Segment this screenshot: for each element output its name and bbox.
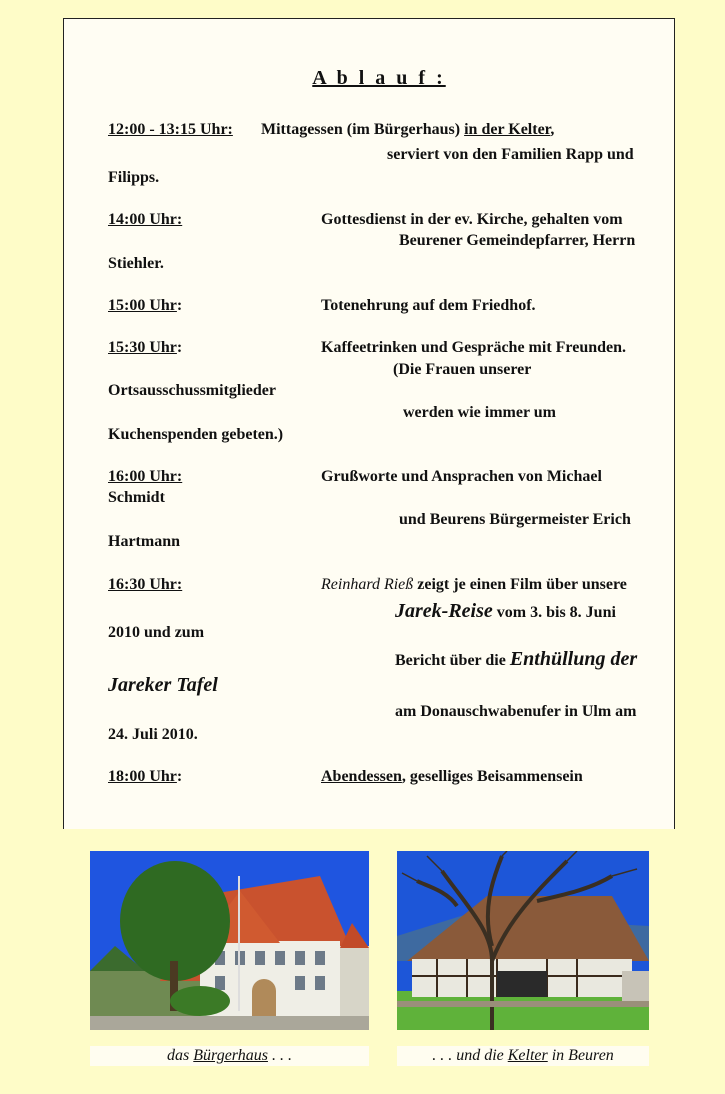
- entry-4-text: Kaffeetrinken und Gespräche mit Freunden.: [321, 339, 627, 356]
- entry-6-line3: 2010 und zum: [108, 624, 205, 641]
- entry-4-line2: (Die Frauen unserer: [393, 361, 532, 378]
- kelter-photo: [397, 851, 649, 1030]
- entry-2-text: Gottesdienst in der ev. Kirche, gehalten vom: [321, 211, 623, 228]
- entry-6-line4: Bericht über die Enthüllung der: [395, 648, 638, 670]
- buergerhaus-link[interactable]: Bürgerhaus: [193, 1047, 268, 1064]
- entry-5-line2: Schmidt: [108, 489, 165, 506]
- time-1800: 18:00 Uhr:: [108, 768, 183, 785]
- entry-6-text: Reinhard Rieß zeigt je einen Film über unsere: [321, 576, 627, 593]
- entry-6-line5: Jareker Tafel: [108, 674, 218, 696]
- kelter-link[interactable]: in der Kelter: [464, 121, 551, 138]
- time-1630: 16:30 Uhr:: [108, 576, 183, 593]
- entry-5-line3: und Beurens Bürgermeister Erich: [399, 511, 631, 528]
- entry-6-line2: Jarek-Reise vom 3. bis 8. Juni: [395, 600, 616, 622]
- buergerhaus-photo: [90, 851, 369, 1030]
- entry-2-line3: Stiehler.: [108, 255, 164, 272]
- entry-1-text: Mittagessen (im Bürgerhaus) in der Kelter,: [261, 121, 555, 138]
- kelter-caption: . . . und die Kelter in Beuren: [397, 1046, 649, 1066]
- entry-6-line7: 24. Juli 2010.: [108, 726, 198, 743]
- entry-5-text: Grußworte und Ansprachen von Michael: [321, 468, 602, 485]
- buergerhaus-caption: das Bürgerhaus . . .: [90, 1046, 369, 1066]
- time-1530: 15:30 Uhr:: [108, 339, 183, 356]
- entry-3-text: Totenehrung auf dem Friedhof.: [321, 297, 536, 314]
- entry-1-line3: Filipps.: [108, 169, 160, 186]
- entry-4-line4: werden wie immer um: [403, 404, 556, 421]
- kelter-caption-link[interactable]: Kelter: [507, 1047, 548, 1064]
- abendessen-link[interactable]: Abendessen: [321, 768, 402, 785]
- entry-4-line3: Ortsausschussmitglieder: [108, 382, 276, 399]
- entry-6-line6: am Donauschwabenufer in Ulm am: [395, 703, 637, 720]
- time-1500: 15:00 Uhr:: [108, 297, 183, 314]
- entry-4-line5: Kuchenspenden gebeten.): [108, 426, 284, 443]
- entry-5-line4: Hartmann: [108, 533, 180, 550]
- page-title: A b l a u f :: [312, 67, 446, 89]
- time-1400: 14:00 Uhr:: [108, 211, 183, 228]
- entry-7-text: Abendessen, geselliges Beisammensein: [321, 768, 583, 785]
- entry-2-line2: Beurener Gemeindepfarrer, Herrn: [399, 232, 636, 249]
- time-1600: 16:00 Uhr:: [108, 468, 183, 485]
- time-1230: 12:00 - 13:15 Uhr:: [108, 121, 233, 138]
- entry-1-line2: serviert von den Familien Rapp und: [387, 146, 634, 163]
